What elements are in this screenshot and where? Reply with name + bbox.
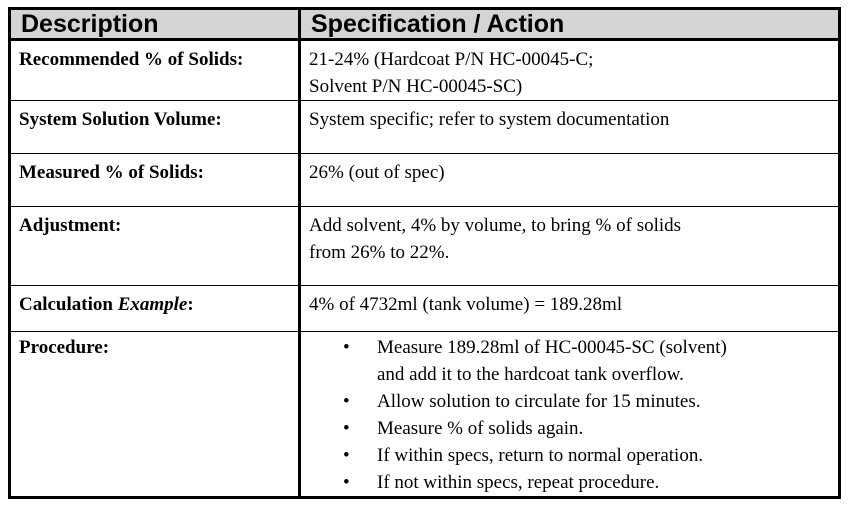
row-label: Procedure: [10,332,300,498]
list-item [343,469,830,496]
table-row-procedure [10,332,840,498]
row-label [10,286,300,332]
bullet-icon: • [343,337,350,358]
column-header-specification: Specification / Action [300,9,840,40]
value-line: System specific; refer to system documentation [309,109,670,130]
row-value [300,40,840,101]
step-line: If within specs, return to normal operation. [377,445,704,466]
value-line: 26% (out of spec) [309,162,445,183]
step-line: and add it to the hardcoat tank overflow. [377,364,684,385]
row-value [300,101,840,154]
value-line: 21-24% (Hardcoat P/N HC-00045-C; [309,49,594,70]
row-label: Recommended % of Solids: [10,40,300,101]
label-prefix: Calculation [19,294,118,315]
list-item [343,442,830,469]
table-row-calculation-example [10,286,840,332]
step-line: Measure 189.28ml of HC-00045-SC (solvent) [377,337,727,358]
row-label: Measured % of Solids: [10,154,300,207]
procedure-list [309,334,830,496]
table-row-system-volume [10,101,840,154]
step-line: Allow solution to circulate for 15 minutes. [377,391,701,412]
label-suffix: : [187,294,194,315]
list-item [343,388,830,415]
step-line: If not within specs, repeat procedure. [377,472,660,493]
table-row-measured-solids [10,154,840,207]
row-label: Adjustment: [10,207,300,286]
bullet-icon: • [343,472,350,493]
specification-table [8,7,841,499]
list-item [343,415,830,442]
value-line: Solvent P/N HC-00045-SC) [309,76,523,97]
row-value [300,154,840,207]
row-value [300,332,840,498]
table-row-adjustment [10,207,840,286]
row-label: System Solution Volume: [10,101,300,154]
label-emphasis: Example [117,294,188,315]
row-value [300,286,840,332]
value-line: Add solvent, 4% by volume, to bring % of solids [309,215,682,236]
value-line: from 26% to 22%. [309,242,450,263]
table-header-row [10,9,840,40]
column-header-description: Description [10,9,300,40]
table-row-recommended-solids [10,40,840,101]
row-value [300,207,840,286]
bullet-icon: • [343,391,350,412]
step-line: Measure % of solids again. [377,418,584,439]
list-item [343,334,830,388]
value-line: 4% of 4732ml (tank volume) = 189.28ml [309,294,623,315]
bullet-icon: • [343,418,350,439]
bullet-icon: • [343,445,350,466]
